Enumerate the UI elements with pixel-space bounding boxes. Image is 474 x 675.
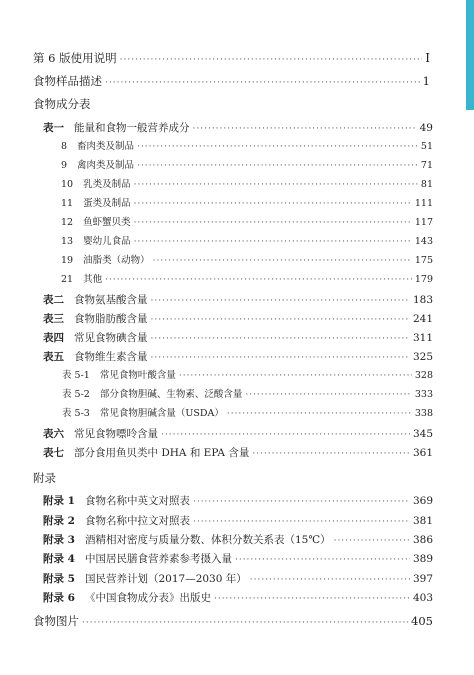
toc-entry-label: 其他 [83, 274, 103, 285]
leader-dots [214, 591, 410, 607]
toc-entry-page: 328 [414, 370, 433, 381]
leader-dots [137, 139, 418, 155]
toc-entry-page: 338 [414, 408, 433, 419]
toc-entry-label: 《中国食物成分表》出版史 [84, 592, 211, 604]
toc-entry-appendix-3[interactable] [43, 532, 433, 548]
toc-entry-page: 49 [419, 122, 433, 134]
toc-entry-subitem[interactable] [61, 272, 433, 288]
toc-entry-number: 表七 [43, 447, 64, 459]
toc-entry-label: 部分食用鱼贝类中 DHA 和 EPA 含量 [74, 447, 250, 459]
toc-entry-page: 241 [412, 313, 433, 325]
toc-entry-food-pictures[interactable] [33, 613, 433, 629]
toc-entry-number: 表三 [43, 313, 64, 325]
toc-entry-page: 389 [412, 553, 433, 565]
leader-dots [134, 234, 412, 250]
toc-entry-label: 第 6 版使用说明 [33, 51, 117, 65]
toc-entry-number: 附录 6 [43, 592, 75, 604]
leader-dots [105, 75, 420, 91]
toc-entry-number: 21 [61, 274, 74, 285]
leader-dots [179, 368, 412, 384]
leader-dots [227, 406, 412, 422]
toc-entry-appendix-4[interactable] [43, 551, 433, 567]
toc-entry-subitem[interactable] [61, 196, 433, 212]
leader-dots [193, 121, 417, 137]
toc-entry-label: 鱼虾蟹贝类 [83, 217, 131, 228]
leader-dots [151, 331, 410, 347]
toc-entry-number: 19 [61, 255, 74, 266]
toc-entry-number: 13 [61, 236, 74, 247]
toc-entry-label: 中国居民膳食营养素参考摄入量 [84, 553, 232, 565]
toc-entry-label: 部分食物胆碱、生物素、泛酸含量 [99, 389, 243, 400]
leader-dots [120, 52, 423, 68]
toc-entry-number: 表六 [43, 428, 64, 440]
toc-entry-page: 143 [414, 236, 433, 247]
toc-entry-page: 183 [412, 294, 433, 306]
toc-entry-label: 畜肉类及制品 [77, 141, 135, 152]
toc-entry-number: 表 5-1 [62, 370, 90, 381]
toc-entry-usage-notes[interactable] [33, 50, 430, 66]
toc-entry-page: 325 [412, 351, 433, 363]
leader-dots [334, 533, 410, 549]
toc-entry-table7[interactable] [43, 445, 433, 461]
toc-entry-label: 食物图片 [33, 614, 79, 628]
toc-entry-label: 国民营养计划（2017—2030 年） [84, 573, 247, 585]
toc-entry-page: 81 [420, 179, 433, 190]
toc-entry-page: 179 [414, 274, 433, 285]
toc-entry-number: 8 [61, 141, 68, 152]
toc-entry-label: 食物名称中英文对照表 [84, 495, 190, 507]
toc-entry-number: 9 [61, 160, 68, 171]
leader-dots [161, 427, 410, 443]
toc-entry-subitem[interactable] [61, 215, 433, 231]
toc-entry-subitem[interactable] [61, 177, 433, 193]
toc-entry-label: 酒精相对密度与质量分数、体积分数关系表（15℃） [84, 534, 331, 546]
toc-entry-table3[interactable] [43, 311, 433, 327]
leader-dots [153, 253, 412, 269]
toc-entry-sample-description[interactable] [33, 73, 430, 89]
toc-entry-label: 食物名称中拉文对照表 [84, 515, 190, 527]
toc-entry-label: 常见食物叶酸含量 [99, 370, 176, 381]
leader-dots [151, 293, 410, 309]
toc-entry-page: 71 [420, 160, 433, 171]
toc-entry-label: 蛋类及制品 [83, 198, 131, 209]
toc-entry-number: 表五 [43, 351, 64, 363]
toc-entry-page: 386 [412, 534, 433, 546]
leader-dots [82, 615, 408, 631]
toc-entry-table5[interactable] [43, 349, 433, 365]
toc-entry-label: 常见食物胆碱含量（USDA） [99, 408, 224, 419]
leader-dots [134, 196, 412, 212]
leader-dots [250, 572, 410, 588]
toc-entry-table5-3[interactable] [62, 406, 433, 422]
toc-entry-label: 食物脂肪酸含量 [74, 313, 148, 325]
toc-entry-page: 397 [412, 573, 433, 585]
toc-entry-table5-1[interactable] [62, 368, 433, 384]
leader-dots [193, 494, 410, 510]
leader-dots [235, 552, 410, 568]
toc-entry-page: 403 [412, 592, 433, 604]
toc-entry-number: 表四 [43, 332, 64, 344]
toc-entry-number: 表二 [43, 294, 64, 306]
toc-entry-label: 婴幼儿食品 [83, 236, 131, 247]
toc-entry-table2[interactable] [43, 292, 433, 308]
toc-entry-label: 乳类及制品 [83, 179, 131, 190]
leader-dots [134, 215, 412, 231]
toc-entry-appendix-1[interactable] [43, 493, 433, 509]
leader-dots [245, 387, 412, 403]
leader-dots [151, 350, 410, 366]
toc-entry-table1[interactable] [43, 120, 433, 136]
toc-entry-page: 405 [411, 614, 433, 628]
toc-entry-page: 361 [412, 447, 433, 459]
toc-entry-label: 油脂类（动物） [83, 255, 150, 266]
toc-entry-number: 附录 4 [43, 553, 75, 565]
toc-entry-number: 附录 5 [43, 573, 75, 585]
leader-dots [134, 177, 418, 193]
toc-entry-table4[interactable] [43, 330, 433, 346]
toc-entry-page: 369 [412, 495, 433, 507]
toc-entry-number: 附录 3 [43, 534, 75, 546]
toc-entry-appendix-2[interactable] [43, 513, 433, 529]
toc-entry-page: 111 [414, 198, 433, 209]
toc-entry-subitem[interactable] [61, 253, 433, 269]
toc-entry-page: Ⅰ [425, 51, 430, 65]
toc-entry-page: 381 [412, 515, 433, 527]
toc-entry-table5-2[interactable] [62, 387, 433, 403]
toc-entry-page: 51 [420, 141, 433, 152]
toc-entry-page: 333 [414, 389, 433, 400]
leader-dots [105, 272, 412, 288]
toc-entry-page: 175 [414, 255, 433, 266]
toc-entry-label: 常见食物嘌呤含量 [74, 428, 158, 440]
leader-dots [137, 158, 418, 174]
accent-bar [466, 0, 474, 110]
toc-entry-label: 禽肉类及制品 [77, 160, 135, 171]
toc-entry-label: 食物氨基酸含量 [74, 294, 148, 306]
toc-entry-label: 能量和食物一般营养成分 [74, 122, 190, 134]
toc-entry-label: 食物样品描述 [33, 74, 102, 88]
toc-entry-page: 1 [422, 74, 430, 88]
toc-entry-number: 表 5-3 [62, 408, 90, 419]
toc-entry-subitem[interactable] [61, 139, 433, 155]
toc-entry-number: 表 5-2 [62, 389, 90, 400]
toc-entry-label: 常见食物碘含量 [74, 332, 148, 344]
leader-dots [252, 446, 410, 462]
toc-entry-number: 11 [61, 198, 74, 209]
leader-dots [193, 514, 410, 530]
toc-entry-page: 117 [414, 217, 433, 228]
toc-entry-number: 表一 [43, 122, 64, 134]
toc-entry-appendix-6[interactable] [43, 590, 433, 606]
toc-entry-number: 附录 2 [43, 515, 75, 527]
toc-entry-page: 345 [412, 428, 433, 440]
toc-entry-subitem[interactable] [61, 234, 433, 250]
section-heading-composition: 食物成分表 [33, 97, 91, 111]
toc-entry-number: 附录 1 [43, 495, 75, 507]
toc-entry-table6[interactable] [43, 426, 433, 442]
leader-dots [151, 312, 410, 328]
toc-entry-number: 12 [61, 217, 74, 228]
toc-entry-number: 10 [61, 179, 74, 190]
toc-entry-page: 311 [412, 332, 433, 344]
toc-entry-subitem[interactable] [61, 158, 433, 174]
section-heading-appendix: 附录 [33, 471, 56, 485]
toc-entry-appendix-5[interactable] [43, 571, 433, 587]
toc-entry-label: 食物维生素含量 [74, 351, 148, 363]
